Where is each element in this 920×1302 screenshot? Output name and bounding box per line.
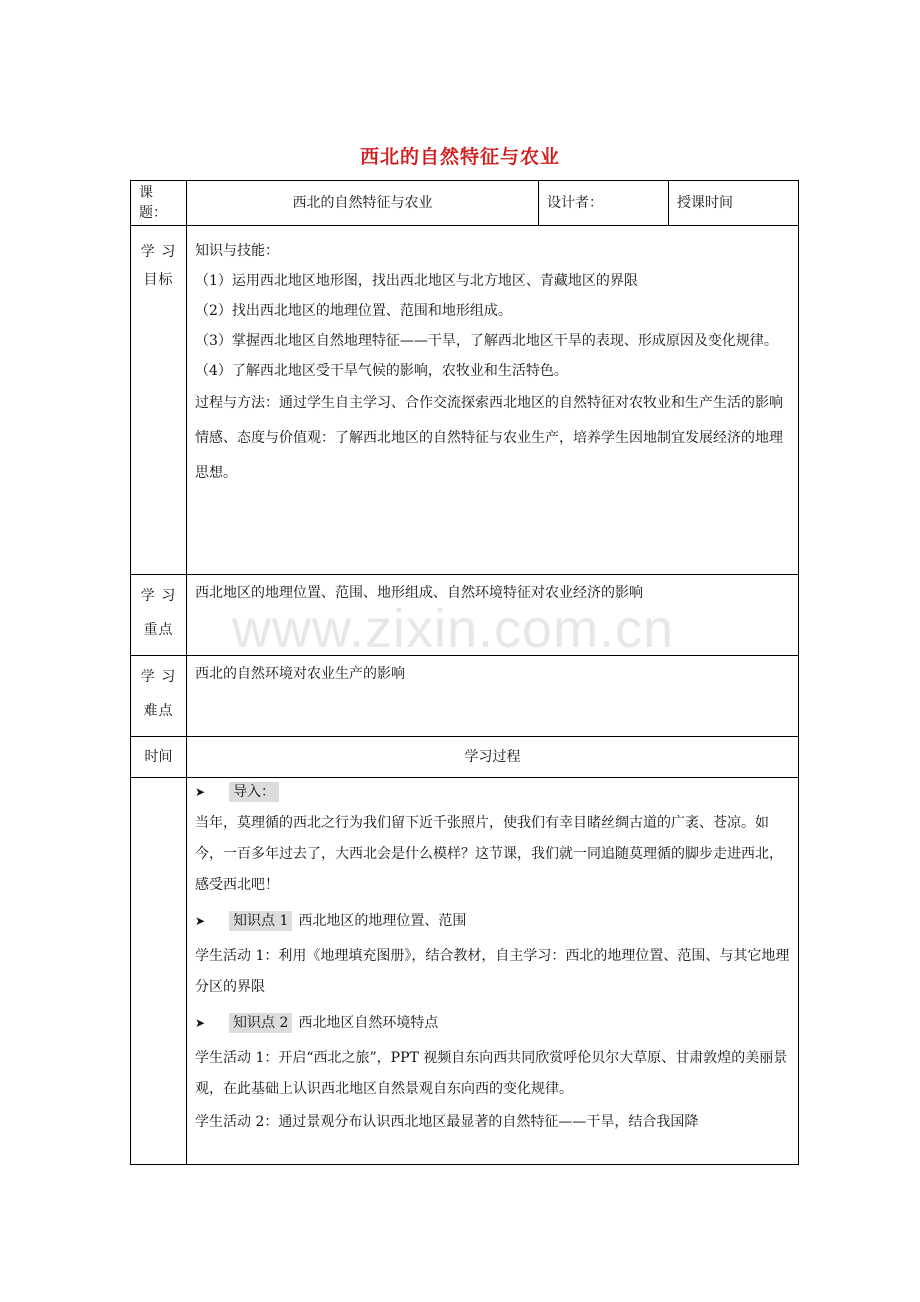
teaching-time-label: 授课时间: [669, 181, 799, 225]
time-label: 时间: [131, 737, 187, 777]
focus-row: [131, 575, 799, 656]
intro-heading: 导入：: [229, 782, 279, 802]
intro-bullet: [195, 780, 790, 804]
lesson-plan-table: [130, 180, 799, 1165]
process-label: 学习过程: [187, 737, 799, 777]
process-row: [131, 778, 799, 1165]
goal-item-3: （3）掌握西北地区自然地理特征——干旱，了解西北地区干旱的表现、形成原因及变化规律。: [195, 333, 778, 349]
document-title: 西北的自然特征与农业: [359, 146, 560, 168]
arrow-bullet-icon: ➤: [195, 785, 206, 799]
goal-item-4: （4）了解西北地区受干旱气候的影响，农牧业和生活特色。: [195, 363, 568, 379]
difficulty-label-top: 学 习: [140, 669, 177, 685]
point1-bullet: [195, 901, 790, 941]
watermark: www.zixin.com.cn: [232, 599, 675, 659]
goals-label-top: 学 习: [140, 244, 177, 260]
process-header-row: [131, 737, 799, 778]
goals-row: [131, 226, 799, 575]
focus-label-top: 学 习: [140, 588, 177, 604]
time-cell: [131, 778, 187, 1164]
designer-label: 设计者：: [539, 181, 669, 225]
intro-text: 当年，莫理循的西北之行为我们留下近千张照片，使我们有幸目睹丝绸古道的广袤、苍凉。如今，一百多年过去了，大西北会是什么模样？这节课，我们就一同追随莫理循的脚步走进西北，感受西北吧！: [195, 815, 783, 893]
difficulty-row: [131, 656, 799, 737]
process-content: [187, 778, 799, 1164]
topic-value: 西北的自然特征与农业: [187, 181, 539, 225]
focus-content: 西北地区的地理位置、范围、地形组成、自然环境特征对农业经济的影响: [187, 575, 799, 655]
difficulty-content: 西北的自然环境对农业生产的影响: [187, 656, 799, 736]
focus-label: [131, 575, 187, 655]
arrow-bullet-icon: ➤: [195, 914, 206, 928]
point1-activity: 学生活动 1：利用《地理填充图册》，结合教材，自主学习：西北的地理位置、范围、与其它地理分区的界限: [195, 948, 790, 995]
arrow-bullet-icon: ➤: [195, 1016, 206, 1030]
goal-item-2: （2）找出西北地区的地理位置、范围和地形组成。: [195, 303, 512, 319]
goals-emotion: 情感、态度与价值观：了解西北地区的自然特征与农业生产，培养学生因地制宜发展经济的地理思想。: [195, 430, 783, 481]
point2-bullet: [195, 1003, 790, 1043]
header-row: [131, 181, 799, 226]
goals-label: [131, 226, 187, 574]
point1-tag: 知识点 1: [229, 911, 292, 931]
point2-activity-1: 学生活动 1：开启“西北之旅”，PPT 视频自东向西共同欣赏呼伦贝尔大草原、甘肃敦煌的美丽景观，在此基础上认识西北地区自然景观自东向西的变化规律。: [195, 1050, 788, 1097]
goal-item-1: （1）运用西北地区地形图，找出西北地区与北方地区、青藏地区的界限: [195, 273, 638, 289]
difficulty-label: [131, 656, 187, 736]
goals-heading: 知识与技能：: [195, 243, 279, 259]
goals-content: [187, 226, 799, 574]
goals-process: 过程与方法：通过学生自主学习、合作交流探索西北地区的自然特征对农牧业和生产生活的影响: [195, 395, 783, 411]
topic-label: 课题：: [131, 181, 187, 225]
point2-tag: 知识点 2: [229, 1013, 292, 1033]
point1-title: 西北地区的地理位置、范围: [298, 913, 467, 929]
point2-activity-2: 学生活动 2：通过景观分布认识西北地区最显著的自然特征——干旱，结合我国降: [195, 1114, 699, 1130]
difficulty-label-bottom: 难点: [143, 703, 174, 719]
goals-label-bottom: 目标: [143, 272, 174, 288]
focus-label-bottom: 重点: [143, 622, 174, 638]
point2-title: 西北地区自然环境特点: [298, 1015, 439, 1031]
